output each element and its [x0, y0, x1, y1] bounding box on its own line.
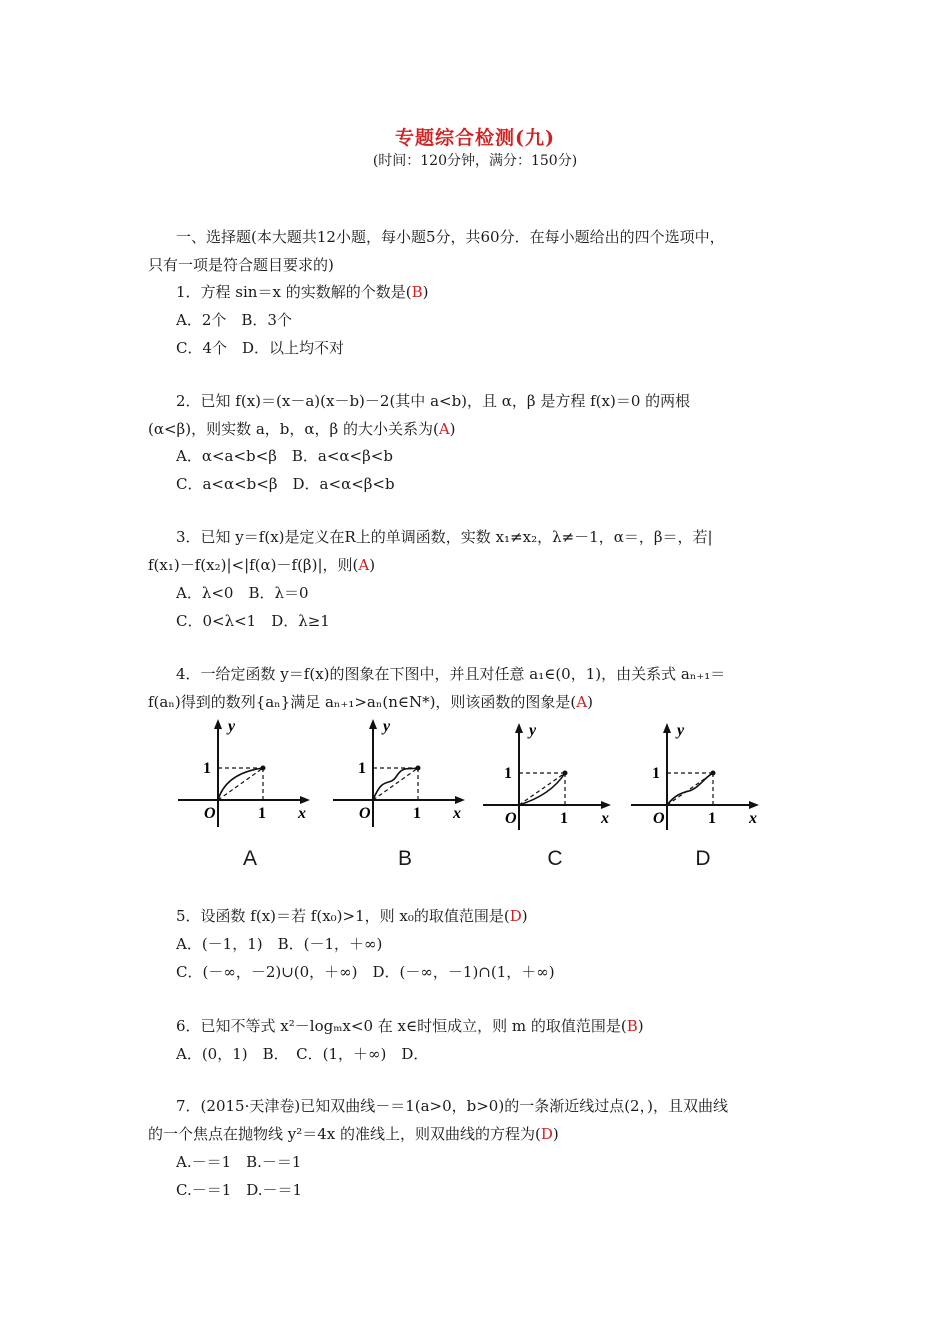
- question-7-text: 的一个焦点在抛物线 y²＝4x 的准线上，则双曲线的方程为(: [148, 1125, 541, 1143]
- question-2-options-cd: C．a<α<b<β D．a<α<β<b: [176, 475, 395, 493]
- graph-d-caption: D: [695, 847, 711, 870]
- question-1-text: 1．方程 sin＝x 的实数解的个数是(: [176, 283, 412, 301]
- graph-d-x-label: x: [749, 810, 757, 827]
- question-1-close: ): [422, 283, 429, 301]
- question-6-options: A．(0，1) B． C．(1，＋∞) D．: [176, 1045, 429, 1063]
- question-4-text: f(aₙ)得到的数列{aₙ}满足 aₙ₊₁>aₙ(n∈N*)，则该函数的图象是(: [148, 693, 577, 711]
- graph-c-plot: [481, 715, 629, 835]
- question-6-close: ): [637, 1017, 644, 1035]
- question-5-close: ): [521, 907, 528, 925]
- question-6-answer: B: [626, 1017, 638, 1035]
- graph-b-origin: O: [359, 805, 371, 822]
- question-6-stem: [176, 1015, 644, 1036]
- graph-c-y-label: y: [529, 722, 537, 739]
- graph-b-caption: B: [397, 847, 412, 870]
- question-4-close: ): [587, 693, 593, 711]
- question-5-text: 5．设函数 f(x)＝若 f(x₀)>1，则 x₀的取值范围是(: [176, 907, 510, 925]
- question-1-options-cd: C．4个 D．以上均不对: [176, 339, 345, 357]
- graph-c-x-label: x: [601, 810, 609, 827]
- question-2-stem-cont: [148, 418, 803, 439]
- graph-a: [176, 715, 324, 873]
- question-4-stem-cont: [148, 691, 803, 712]
- question-6-text: 6．已知不等式 x²－logₘx<0 在 x∈时恒成立，则 m 的取值范围是(: [176, 1017, 627, 1035]
- question-3-answer: A: [358, 556, 370, 574]
- graph-b-plot: [331, 715, 479, 835]
- question-2-stem: 2．已知 f(x)＝(x－a)(x－b)－2(其中 a<b)，且 α，β 是方程 f(x)＝0 的两根: [176, 392, 691, 410]
- question-1-answer: B: [411, 283, 423, 301]
- graph-d-plot: [629, 715, 777, 835]
- graph-d-x-one: 1: [708, 810, 716, 827]
- graph-d: [629, 715, 777, 873]
- question-7-answer: D: [540, 1125, 553, 1143]
- graph-c-origin: O: [505, 810, 517, 827]
- question-1-stem: [176, 281, 428, 302]
- section-intro: 一、选择题(本大题共12小题，每小题5分，共60分．在每小题给出的四个选项中，: [176, 228, 725, 246]
- graph-c-y-one: 1: [504, 765, 512, 782]
- graph-a-y-label: y: [228, 718, 236, 735]
- graph-c-caption: C: [547, 847, 563, 870]
- graph-a-plot: [176, 715, 324, 835]
- question-2-close: ): [449, 420, 456, 438]
- question-4-answer: A: [576, 693, 588, 711]
- graph-b-x-one: 1: [413, 805, 421, 822]
- question-2-answer: A: [438, 420, 450, 438]
- question-5-answer: D: [509, 907, 522, 925]
- question-3-text: f(x₁)－f(x₂)|<|f(α)－f(β)|，则(: [148, 556, 359, 574]
- question-5-options-cd: C．(－∞，－2)∪(0，＋∞) D．(－∞，－1)∩(1，＋∞): [176, 963, 555, 981]
- question-3-stem-cont: [148, 554, 803, 575]
- graph-b-y-one: 1: [358, 760, 366, 777]
- graph-a-y-one: 1: [203, 760, 211, 777]
- question-7-options-cd: C.－＝1 D.－＝1: [176, 1181, 303, 1199]
- question-3-close: ): [369, 556, 376, 574]
- graph-d-origin: O: [653, 810, 665, 827]
- graph-d-y-label: y: [677, 722, 685, 739]
- section-intro-cont: 只有一项是符合题目要求的): [148, 256, 334, 274]
- question-4-stem: 4．一给定函数 y＝f(x)的图象在下图中，并且对任意 a₁∈(0，1)，由关系式 aₙ₊₁＝: [176, 665, 726, 683]
- question-3-options-cd: C．0<λ<1 D．λ≥1: [176, 612, 330, 630]
- graph-b-x-label: x: [453, 805, 461, 822]
- graph-a-origin: O: [204, 805, 216, 822]
- question-3-stem: 3．已知 y＝f(x)是定义在R上的单调函数，实数 x₁≠x₂，λ≠－1，α＝，β＝，若|: [176, 528, 713, 546]
- question-2-text: (α<β)，则实数 a，b，α，β 的大小关系为(: [148, 420, 439, 438]
- question-2-options-ab: A．α<a<b<β B．a<α<β<b: [176, 447, 393, 465]
- graph-c-x-one: 1: [560, 810, 568, 827]
- graph-c: [481, 715, 629, 873]
- function-graphs: [176, 715, 766, 873]
- question-1-options-ab: A．2个 B．3个: [176, 311, 292, 329]
- graph-d-y-one: 1: [652, 765, 660, 782]
- graph-b-y-label: y: [383, 718, 391, 735]
- question-7-stem-cont: [148, 1123, 803, 1144]
- question-7-close: ): [552, 1125, 559, 1143]
- question-3-options-ab: A．λ<0 B．λ＝0: [176, 584, 309, 602]
- question-5-stem: [176, 905, 528, 926]
- graph-a-x-one: 1: [258, 805, 266, 822]
- question-7-stem: 7．(2015·天津卷)已知双曲线－＝1(a>0，b>0)的一条渐近线过点(2，)，且双曲线: [176, 1097, 728, 1115]
- graph-b: [331, 715, 479, 873]
- page-subtitle: (时间：120分钟，满分：150分): [372, 153, 578, 169]
- graph-a-caption: A: [242, 847, 257, 870]
- question-7-options-ab: A.－＝1 B.－＝1: [176, 1153, 302, 1171]
- page-title: 专题综合检测(九): [395, 127, 555, 149]
- question-5-options-ab: A．(－1，1) B．(－1，＋∞): [176, 935, 383, 953]
- graph-a-x-label: x: [298, 805, 306, 822]
